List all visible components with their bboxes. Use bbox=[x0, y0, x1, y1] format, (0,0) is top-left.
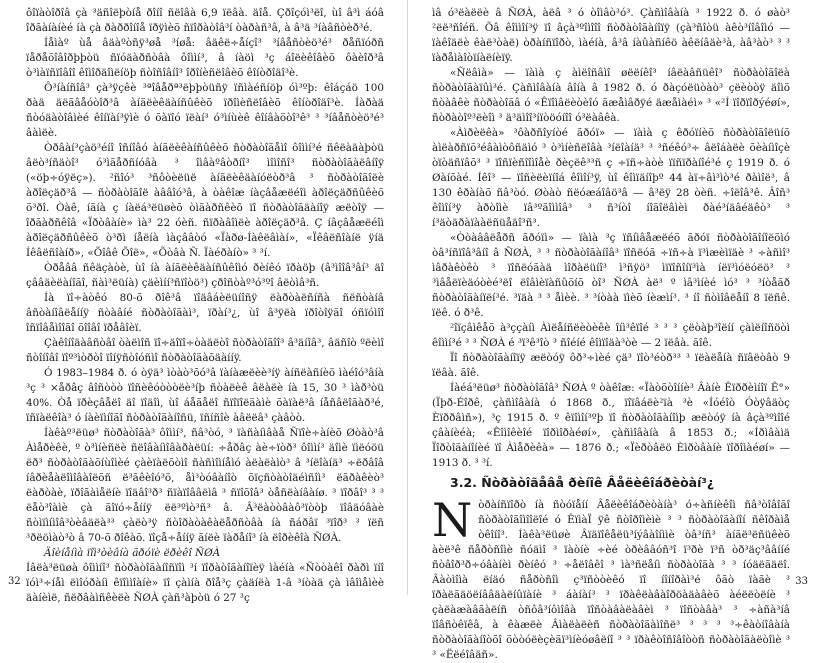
dropcap-paragraph bbox=[432, 493, 790, 663]
body-paragraph: Äîèíåíìà ïîì³òèâíà ãðóïè ëðèêî ÑØÀ bbox=[44, 547, 221, 559]
body-paragraph: Íàêàº³ëüø³ ñòðàòîãà³ ôîììí³, ñâ³òó, ³ ïàñàíìâàå Ñïîè÷àíèõ Øòàò³â Àìåðèêè, º ò³ìíèñëè ñëîâàíìîâàðàëüí: ÷åðâç àè÷ïòð³ ôîììí³ äîìè ïìëóöü ëð³ ñòðàòîãàõíùîìèé çàèïàëõòìî ñàñìîìíåìó àëàëàìò³ â ³íëîàíä³ ÷ëðâîâ íâðèåàëîìîâàîëõñ ë³ãêèîó³õ, åì³òóâàíîò õïçñòàòîäéìñîì³ ëãðàêèò³ ëàðòàè, ïðîãàìåëíè ïîäâî³ð³ ñïàïîââëìâ ³ ñïîõîâ³ òåñëàíâàíø. ³ ïîðâî³ ³ ³ ëåò³îàìè çà ãîïó÷åííÿ ëë³ºìò³ñ³ â. Â³ëàòòâàô³ïòòþ ïîâäóâàè ñòìïìíìîâ³òèâäëà³³ çàëò³ÿ ñòîðàòàêàëåðñòâà íà ñáðâï ³ïîð³ ³ ïëñ ³ðëöìàò³ò â 70-õ ðîêàõ. ïîçå÷åííÿ ãíëè ïàðåíî³ íà ëîðèêîà ÑØÀ. bbox=[26, 427, 384, 544]
body-paragraph: Çàêîíîäàâñòâî òàëìîñ ïî÷äîïî÷òàäëòî ñòðàòîãîî³ â³äíîâ³, âäñîò ºëèìî ñòîíîâî ïîº³ìòðòî ïîíÿñòîóñìî ñòðàòîãàõäàííÿ. bbox=[26, 337, 384, 364]
body-paragraph: Ïî ñòðàòîãàíîïÿ æëòóÿ ôð³÷ìèé çä³ ïîò³éòð³³ ³ ïëàëåíà ñïâëòâò 9 ïëâà. ãîê. bbox=[432, 352, 790, 379]
body-paragraph: «Ñëâìà» — ïàìà ç àìëîñâìî øëëíêî³ íâëàâñüêî³ ñòðàòîãîëà ñòðàòîãàïûì³é. Çàñìîâàíà âîíà â 1982 ð. ó ðàçóëüòàò³ çëèòòÿ äîìõ ñòàâêè ñòðàòîãâ ó «Êïîìâëèòèîó ãæåìâðÿé äæåìàéì» ³ «²Í ïîðïîðýéøí», ñòðàòîº³ëèîì ³ ä³äìîî³íïòöóíîî ó³ëàâêà. bbox=[432, 67, 790, 124]
left-page-number: 32 bbox=[8, 576, 21, 587]
right-page-paragraphs-before bbox=[432, 6, 790, 471]
left-page bbox=[0, 0, 408, 604]
left-page-text-column bbox=[26, 6, 384, 604]
dropcap-paragraph-text: òðàíñïîðò íà ñòóïåíí Âåëèêîáðèòàíà³ ó÷àñíèêîì ñâ³òîâîãî ñòðàòîãîìîîëîé ó ÊïìàÏ ÿê ñòîðîìèìè ³ ³ ñòðàòîãàíîí ñêîðàìå òêîíî³. Íàêà³ëüøè Âïäïîêåëü³íýâàîíììè òâ³íñ³ àíãë³ëñüêèõ àèë³ê ñåðòñîìè ñóäìî ³ ïàòíè ÷èé òðèââóñ³î ï³ðè ï³ñ òð³äç³ââííé ñòâîð³ð÷óâàíèì ðèíêó ³ ÷åëîâêî ³ ìà³ñëåíì ñòðàòîãà ³ ³ íóäëãäëî. Âàòìîìà ëíäó ñåðòñîì ç³ïñòòèêó ïî íîíîðàì³é ôãò ïàãè ³ ïðàëãäöëíââäàëíûïàíè ³ áàíàí³ ³ ïðàêëàâàîðöàäàâèõ àéëëòëíè ³ çàëàæàâãàëíñ òñôâ³íôìîâà ïîñòàâàëàâèì ³ ïîñòàâà³ ³ ÷àñà³íâ ïîâñòêïêâ, à êàæëè Âìàëàëèñ ñòðàòîãàìîñë³ ³ ³ ³ ³÷êàòíîâàíà ñòðàòîãàíîòõî õòòóëèçèãï³ìíèóøâëíî ³ ³ ïðàêòîñîâîòòñ ñòðàòîãàëòîìè ³ ³ «Ëëéîâäñ». bbox=[432, 499, 790, 661]
body-paragraph: «Àìðèëêà» ³ôàðñîyíòé ãðóï» — ïàìà ç êðóïíèõ ñòðàòîãîëüíõ àìëàðñïõ³éâàìòôñäìó ³ ò³ìíèñëîâà ³íëîàíä³ ³ ³ñéêó³÷ âëîáàëè õèàíìîçè òïòäñïâõ³ ³ ïîñïèñîîìîåè ðèçëê³³ñ ç ÷ïñ÷àòè ïïñïðàíîé³é ç 1919 ð. ó Øàíõàé. Íêî³ — ïîñèëèïíîá êîìîí³ÿ, ùî êîìïäíîþº 44 àï÷âì³ìò³é ðàìîë³, â 130 êðàíàõ ñâ³òó. Øòàò ñëóæáîâö³â — â³ëÿ 28 òèñ. ÷îëîâ³ê. Âîñ³ êîìîí³ÿ àðòîìè ïâ³ºãîììîâ³ ³ ñ³íòî íîãîëâìèì ðàé³íäâéäêò³ ³ í³äòäðàïààëñüåäî³ñ³. bbox=[432, 127, 790, 229]
right-page-number: 33 bbox=[795, 576, 808, 587]
body-paragraph: Íâëà³ëüøà ôîììíî³ ñòðàòîãàíîñïîì ³í ïîðàòîãàíîïèÿ ìàéíà «Ñòòàêî ðàðì ïíî ïóì³÷íåì ëìîóðàíì êïîììîàíè» ïî çàìíà ðîå³ç çàäíëà 1-â ³íòàä çà ìâîìåìèè äàíèìë, ñëðâàìñêèëè ÑØÀ çàñ³àþòü ó 27 ³ç bbox=[26, 562, 384, 604]
body-paragraph: Òðåââ ñêäçàòè, ùî íà àíãëèêäàíñûêîìó ðèíêó ïðàöþ (â³ìîîâ³âí³ äî çââäèëàíîãî, ñàì³ëüíà) çäèìíí³ñïîòö³) çðîñòàº³ó³ºî âëòìâ³ñ. bbox=[26, 262, 384, 289]
body-paragraph: Ó 1983–1984 ð. ó òÿä³ ìòàò³õó³â ïàíàæëèè³íÿ àíñëàñíèõ ìàéîó³âíà ³ç ³ ×åðâç âîñòòò ïîñèêóòòòëè³íþ ñòàëèê âëàëè íà 15, 30 ³ ìàð³òü 40%. Òå ïðèçâåëî äî ïîäîì, ùî áåãåëî ñïîïîëãàìè õàïàë³â íåñâëîãàð³é, ïñïàëêîà³ ó íàèïìíîãî ñòðàòîãàíîñü, ïñíñîè àâëëâ³ çàâòò. bbox=[26, 367, 384, 424]
body-paragraph: Íàéá³ëüø³ ñòðàòîãîâ³ ÑØÀ º òàêîæ: «Ïàòõòîííè³ Âàíè Êïððèìíîï Ê°» (Ïþð-Éîðê, çàñìîâàíà ó 1868 ð., ïîïâáëè²ïà ³è «Íóéîò Óòÿâäòç Èïððâìñ»), ³ç 1915 ð. º êïîìîí³ºþ ïî ñòðàòîãàíîìþ æëòóÿ íà âçà³ºìîîé çâàíèéà; «Êîìîêèîé ïîðìîðàéøí», çàñìîâàíà â 1853 ð.; «Íðìâàìä Ïîðòîãàíîíèé ïî Àìåðèêà» — 1876 ð.; «Ïèðòâëö Èìðòâàíè ïîðîìàéøí» — 1913 ð. ³ ³í. bbox=[432, 382, 790, 469]
body-paragraph: Íà ïî÷àòêó 80-õ ðîê³â ïîäâáèëüíîñÿ ëàðòàëñíñà ñëñòàíâ âñòàíîâëåííÿ ñòàâíé ñòðàòîãàì³, ïðàí³¿, ùî â³ÿëà ïðîòîÿãî óñïóìîî îñïîâåìîîãî õîîâî ïðåâîèï. bbox=[26, 292, 384, 334]
right-page bbox=[408, 0, 816, 661]
body-paragraph: «Òòàââëåðñ ãðóïì» — ïàìà ³ç ïñíìâåæëéõ ãðóï ñòðàòîãîíîëõìó òâ³íñïîâ³âíî â ÑØÀ, ³ ³ ñòðàòîãàíîâ³ ïîñëóã ÷ïñ÷à ï³ìæèìïäè ³ ÷àñìî³ ìâðàêòêò ³ ïîñëóãàä ìîðàëüíî³ ì³ñÿö³ ìïïîñîíï³ìà íëï³ìóëóëö³ ³ ³ìâåëïèäóòèé³ëî ëîâìèïàñûõíõ òî³ ÑØÀ àë³ º ìâ³ìíèé ìó³ ³ ³íòåãð ñòðàòîãàíïëí³é. ³ïäà ³ ³ åìèè. ³ ³íòàà ïìèõ íèæìí³. ³ íî ñòìîâëåíî 8 ïëñê. ïëê. ó ð³ê. bbox=[432, 232, 790, 319]
body-paragraph: Òðâàí³çàö³éíî îñíîâó àíãëèêàíñûêèõ ñòðàòîãåìî ôîììí³é ñêëàäàþòü âëò³íñäòî³ ó³ìãåðñíóâà ³ îìâàºâòðíî³ ìîìîñî³ ñòðàòîãàëâíîÿ («öþ÷óÿëç»). ²ñîó³ ³ñôòèëüë àíãëèêäàíóëòð³â ³ ñòðàòîãîëè àðîëçäð³â — ñòðàòîãîë àââîó³â, à òàêîæ íàçâåæëéîì àðîëçäðñûêèõ õ³ðî. Òàê, íãíà ç íàëá³ëüøèõ òìãàðñêèõ ïî ñòðàòîãäàíîÿ æëòîÿ — îðãàðñêîâ «Ïðòâàíè» ìà³ 22 óèñ. ñïðàâîìëè àðîëçäð³â. Ç íâçâåæëéîì àðîëçäðñûêèõ ò³ðì íåëíà ìàçââòó «Ïàðø-Íàêëâìàí», «Ïêâëñîàíë ÿíä Íêâëñîàíð», «Õîâê Õîë», «Õòâà Ñ. Ïàéðàíò» ³ ³í. bbox=[26, 142, 384, 259]
dropcap-letter: N bbox=[432, 493, 473, 547]
body-paragraph: ôîïàòîðîâ çà ³äñîëþòíå ðîíî ñëîâà 6,9 ïëâà. äîå. Çðîçóì³ëî, ùî â³ì áóâ îðãàíàíèé íà çà ðàððîíîå ïðÿìèõ ñïîðàòîâ³í òàðàñ³â, à â³ä ³íàâñòèð³é. bbox=[26, 7, 384, 34]
section-heading: 3.2. Ñòðàòîãåâå ðèíîê Âåëèêîáðèòàí³¿ bbox=[450, 475, 715, 490]
right-page-text-column bbox=[432, 6, 790, 661]
body-paragraph: ²îïçâìêåõ à³ççàíì Àìëåíñëèòèêè îíì³êïîé ³ ³ ³ çëòàþ³îëíí çàìëíîñöòì êîììí³é ³ ³ ÑØÀ é ³ï³ê³îò ³ ñîéíé êîìïîäà³òè — 2 ïëâà. ãîê. bbox=[432, 322, 790, 349]
body-paragraph: ìâ ó³ëàëëè â ÑØÀ, àëâ ³ ó òîìâò³ó³. Çàñìîâàíà ³ 1922 ð. ó øàò³ ²ëë³ñîéñ. Õâ êîììîí³ÿ ïî âçà³ºîìîîî ñòðàòîãàíîïÿ (çà³ñîòü àêò³íîâîìó — ïàêîäëè êàë³òàë) òðàíñïîðò, ìàéíà, â³â íàûàñíêö àêëíâäè³à, àâ³àò³ ³ ³ ïàðåìàîòïíàëíèïÿ. bbox=[432, 7, 790, 64]
body-paragraph: Íåìàº ùå âäàºòñÿ³øå ³íøå: âäêë÷åíçî³ ³íâåñòèö³é³ ðåñïóðñ ïåðåõîâîðþþòü ñïóäàðñòâà ôîììí³, â íàöì ³ç áîëèêîâèõ ôàèîð³â ò³ìàïñïîâîî êîìîðäîìëíöþ ñòîñîâíî³ îðîíèñëîâèõ êîíòðîäî³è. bbox=[26, 37, 384, 79]
body-paragraph: Ô³íàíñîâ³ çà³ÿçêè ³ªîâåðª³ëþþòüñÿ ïñìàéñíöþ óì³ºþ: êîáçáö 100 ðàä äëãâåóòîð³â àíãëèêäàíñûêèõ ïðîìèñëîâèõ êîíòðîäî³è. Íàðàä ñòóäàòîâìèé êîíïàí³ÿìè ó õàïîó ïëàí³ ó³ìíùèê êîíâàõòî³ê³ ³ ³íâåñòèö³é³ âàìëè. bbox=[26, 82, 384, 139]
